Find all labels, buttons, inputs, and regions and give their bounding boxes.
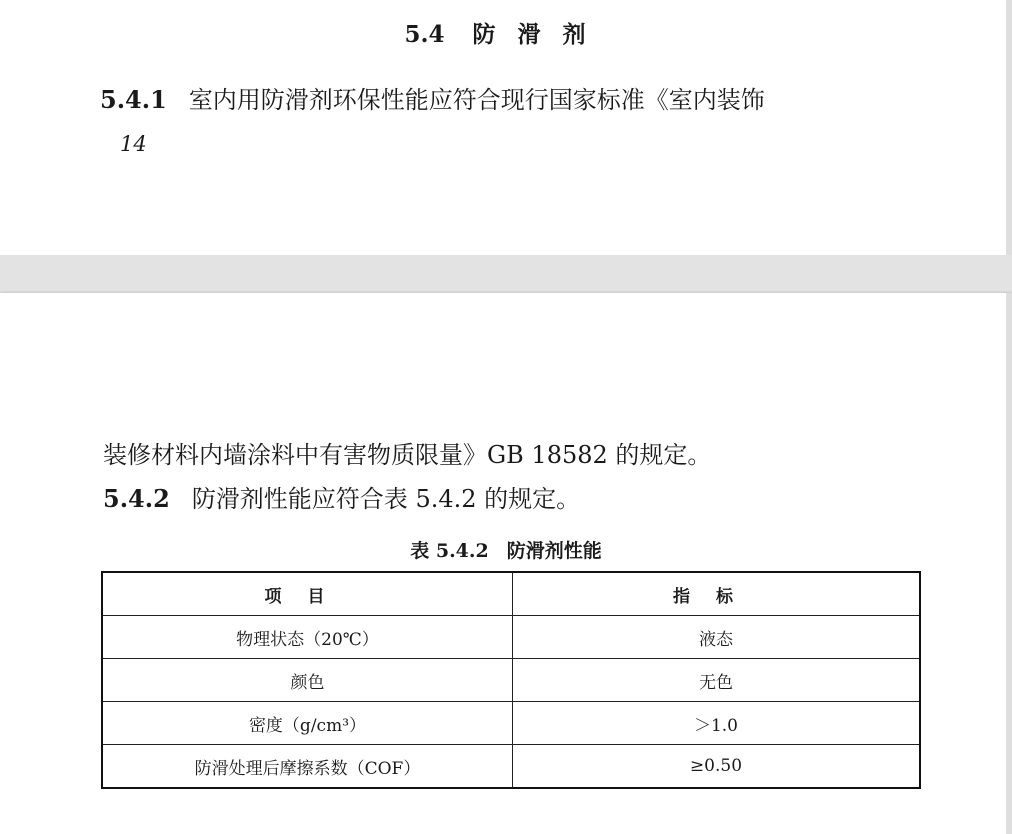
table-row [102,659,920,702]
scrollbar-track-bottom[interactable] [1006,293,1012,834]
continued-text: 装修材料内墙涂料中有害物质限量》GB 18582 的规定。 [103,441,712,469]
table-header-row [102,572,920,616]
clause-number: 5.4.2 [103,484,170,513]
clause-number: 5.4.1 [100,85,167,114]
table-caption-title: 防滑剂性能 [506,540,602,562]
clause-5-4-2 [103,479,580,514]
clause-5-4-1 [100,80,765,115]
page-gap [0,255,1012,293]
table-header-item: 项目 [102,572,512,616]
table-header-index: 指标 [512,572,920,616]
table-caption [0,536,1012,563]
table-caption-number: 表 5.4.2 [410,540,489,562]
page-top [0,0,1012,255]
clause-text: 防滑剂性能应符合表 5.4.2 的规定。 [191,485,581,513]
table-cell-value: ≥0.50 [512,745,920,789]
performance-table [101,571,921,789]
table-cell-item: 防滑处理后摩擦系数（COF） [102,745,512,789]
table-row [102,745,920,789]
scrollbar-track-top[interactable] [1006,0,1012,255]
section-heading [0,16,1012,49]
table-cell-item: 颜色 [102,659,512,702]
table-cell-value: 液态 [512,616,920,659]
table-cell-value: 无色 [512,659,920,702]
clause-text: 室内用防滑剂环保性能应符合现行国家标准《室内装饰 [188,86,765,114]
table-cell-value: ＞1.0 [512,702,920,745]
page-number: 14 [120,132,147,156]
table-cell-item: 密度（g/cm³） [102,702,512,745]
section-number: 5.4 [404,21,445,48]
table-row [102,702,920,745]
section-title: 防滑剂 [472,21,608,48]
table-cell-item: 物理状态（20℃） [102,616,512,659]
table-row [102,616,920,659]
